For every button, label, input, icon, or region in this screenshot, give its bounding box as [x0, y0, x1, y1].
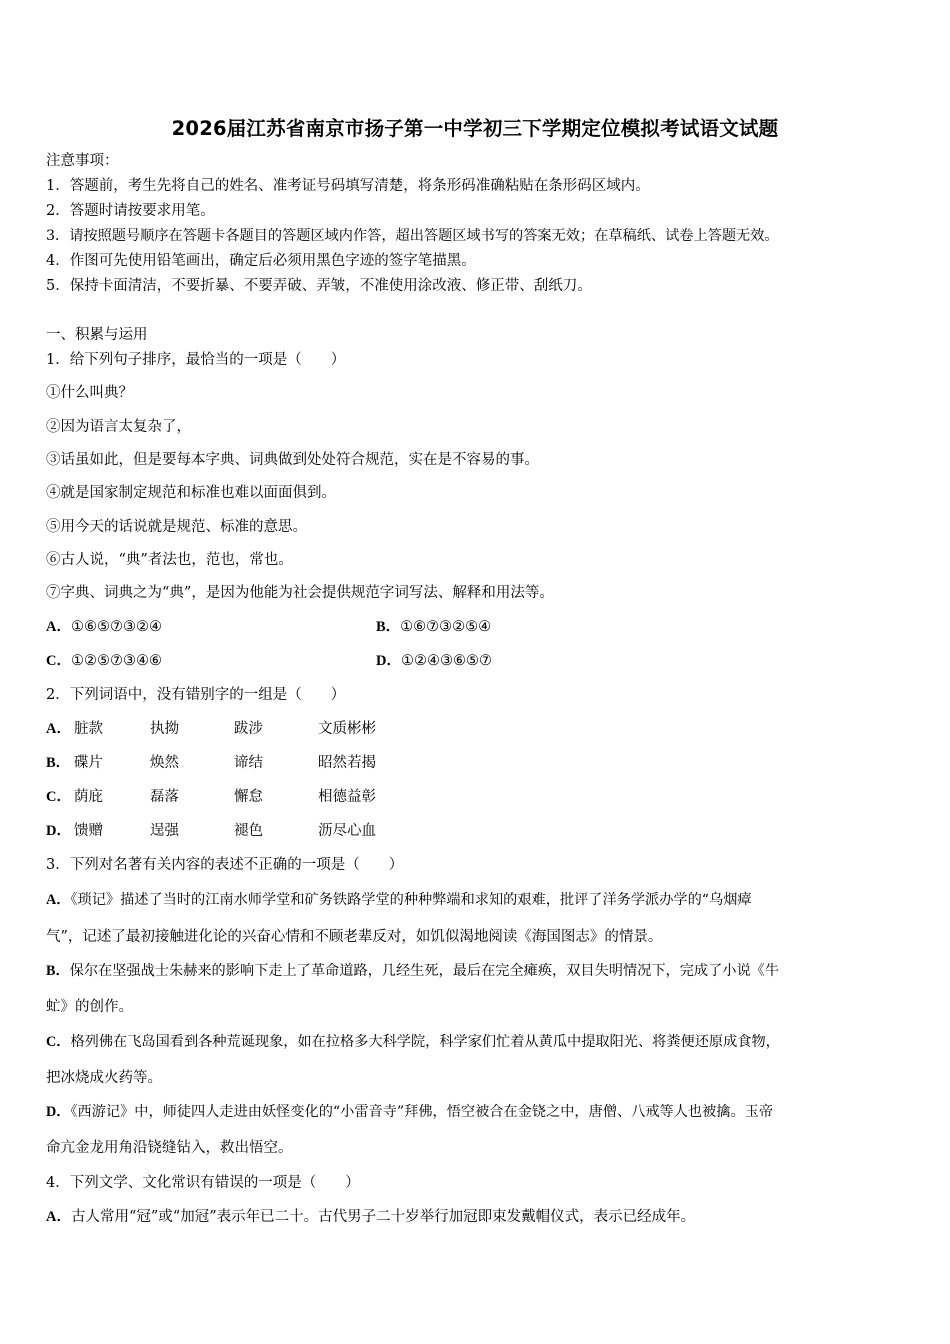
sentence-item: ③话虽如此，但是要每本字典、词典做到处处符合规范，实在是不容易的事。: [46, 452, 539, 468]
answer-option-d: D．《西游记》中，师徒四人走进由妖怪变化的“小雷音寺”拜佛，悟空被合在金铙之中，唐僧、八戒等人也被擒。玉帝: [46, 1104, 774, 1120]
notice-item: 2．答题时请按要求用笔。: [46, 203, 215, 219]
answer-option-c: C． 荫庇 磊落 懈怠 相德益彰: [46, 789, 376, 805]
page-title: 2026届江苏省南京市扬子第一中学初三下学期定位模拟考试语文试题: [171, 117, 779, 140]
sentence-item: ⑥古人说，“典”者法也，范也，常也。: [46, 552, 293, 568]
answer-option-b: B． 碟片 焕然 谛结 昭然若揭: [46, 755, 376, 771]
answer-option-c: C．①②⑤⑦③④⑥: [46, 653, 162, 669]
sentence-item: ②因为语言太复杂了，: [46, 419, 191, 435]
answer-option-continuation: 命亢金龙用角沿铙缝钻入，救出悟空。: [46, 1140, 293, 1156]
answer-option-a: A．《琐记》描述了当时的江南水师学堂和矿务铁路学堂的种种弊端和求知的艰难，批评了洋务学派办学的“乌烟瘴: [46, 892, 752, 908]
answer-option-c: C．格列佛在飞岛国看到各种荒诞现象，如在拉格多大科学院，科学家们忙着从黄瓜中提取阳光、将粪便还原成食物，: [46, 1034, 780, 1050]
answer-option-continuation: 虻》的创作。: [46, 999, 133, 1015]
notice-item: 4．作图可先使用铅笔画出，确定后必须用黑色字迹的签字笔描黑。: [46, 253, 476, 269]
question-stem: 2．下列词语中，没有错别字的一组是（ ）: [46, 687, 346, 703]
answer-option-d: D． 馈赠 逞强 褪色 沥尽心血: [46, 823, 376, 839]
notice-item: 5．保持卡面清洁，不要折暴、不要弄破、弄皱，不准使用涂改液、修正带、刮纸刀。: [46, 278, 592, 294]
answer-option-a: A．①⑥⑤⑦③②④: [46, 619, 162, 635]
answer-option-b: B．①⑥⑦③②⑤④: [376, 619, 492, 635]
answer-option-d: D．①②④③⑥⑤⑦: [376, 653, 492, 669]
answer-option-a: A． 脏款 执拗 跋涉 文质彬彬: [46, 721, 376, 737]
answer-option-a: A．古人常用“冠”或“加冠”表示年已二十。古代男子二十岁举行加冠即束发戴帽仪式，表示已经成年。: [46, 1209, 696, 1225]
question-stem: 4．下列文学、文化常识有错误的一项是（ ）: [46, 1175, 360, 1191]
notice-item: 1．答题前，考生先将自己的姓名、准考证号码填写清楚，将条形码准确粘贴在条形码区域内。: [46, 178, 650, 194]
question-stem: 1．给下列句子排序，最恰当的一项是（ ）: [46, 352, 346, 368]
section-heading: 一、积累与运用: [46, 327, 148, 343]
sentence-item: ①什么叫典？: [46, 385, 133, 401]
notice-heading: 注意事项：: [46, 153, 119, 169]
answer-option-b: B．保尔在坚强战士朱赫来的影响下走上了革命道路，几经生死，最后在完全瘫痪，双目失明情况下，完成了小说《牛: [46, 963, 780, 979]
notice-item: 3．请按照题号顺序在答题卡各题目的答题区域内作答，超出答题区域书写的答案无效；在草稿纸、试卷上答题无效。: [46, 228, 779, 244]
sentence-item: ⑦字典、词典之为“典”，是因为他能为社会提供规范字词写法、解释和用法等。: [46, 585, 554, 601]
question-stem: 3．下列对名著有关内容的表述不正确的一项是（ ）: [46, 857, 404, 873]
sentence-item: ⑤用今天的话说就是规范、标准的意思。: [46, 519, 307, 535]
answer-option-continuation: 气”，记述了最初接触进化论的兴奋心情和不顾老辈反对，如饥似渴地阅读《海国图志》的情景。: [46, 929, 663, 945]
answer-option-continuation: 把冰烧成火药等。: [46, 1070, 162, 1086]
sentence-item: ④就是国家制定规范和标准也难以面面俱到。: [46, 485, 336, 501]
